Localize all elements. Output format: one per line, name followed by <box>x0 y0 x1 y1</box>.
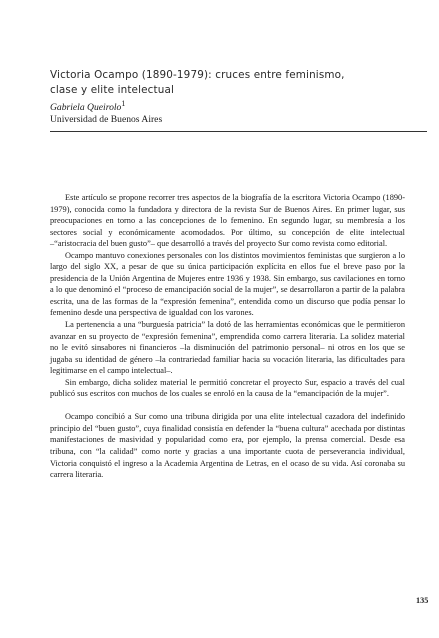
article-body <box>50 192 405 481</box>
author-name: Gabriela Queirolo <box>50 102 122 114</box>
article-header <box>50 68 390 126</box>
article-title-line: Victoria Ocampo (1890-1979): cruces entre feminismo, <box>50 69 345 81</box>
body-paragraph: Este artículo se propone recorrer tres aspectos de la biografía de la escritora Victoria Ocampo (1890-1979), conocida como la fundadora y directora de la revista Sur de Buenos Aires. En primer lugar, sus preocupaciones en torno a las concepciones de lo femenino. En segundo lugar, su membresía a los sectores social y económicamente acomodados. Por último, su concepción de elite intelectual –“aristocracia del buen gusto”– que desarrolló a través del proyecto Sur como revista como editorial. <box>50 193 405 249</box>
author-footnote-marker: 1 <box>121 99 126 108</box>
body-paragraph: La pertenencia a una “burguesía patricia” la dotó de las herramientas económicas que le permitieron avanzar en su proyecto de “expresión femenina”, emprendida como carrera literaria. La solidez material no le evitó sinsabores ni financieros –la disminución del patrimonio personal– ni otros en los que se jugaba su identidad de género –la contrariedad familiar hacia su vocación literaria, las dificultades para legitimarse en el campo intelectual–. <box>50 320 405 376</box>
article-title <box>50 68 390 97</box>
article-title-line: clase y elite intelectual <box>50 83 175 96</box>
body-paragraph: Sin embargo, dicha solidez material le permitió concretar el proyecto Sur, espacio a través del cual publicó sus escritos con muchos de los cuales se enroló en la causa de la “emancipación de la mujer”. <box>50 377 405 399</box>
body-paragraph: Ocampo concibió a Sur como una tribuna dirigida por una elite intelectual cazadora del indefinido principio del “buen gusto”, cuya finalidad consistía en defender la “buena cultura” acechada por distintas manifestaciones de masividad y popularidad como era, por ejemplo, la prensa comercial. Desde esa tribuna, con “la calidad” como norte y gracias a una importante cuota de perseverancia individual, Victoria conquistó el ingreso a la Academia Argentina de Letras, en el ocaso de su vida. Así coronaba su carrera literaria. <box>50 412 405 480</box>
page-number: 135 <box>416 596 429 605</box>
author-affiliation: Universidad de Buenos Aires <box>50 113 163 125</box>
header-divider <box>50 131 427 132</box>
author-line <box>50 98 390 114</box>
body-paragraph: Ocampo mantuvo conexiones personales con los distintos movimientos feministas que surgieron a lo largo del siglo XX, a pesar de que su única participación explícita en ellos fue el breve paso por la presidencia de la Unión Argentina de Mujeres entre 1936 y 1938. Sin embargo, sus cavilaciones en torno a lo que denominó el “proceso de emancipación social de la mujer”, se desarrollaron a partir de la palabra escrita, una de las formas de la “expresión femenina”, entendida como un discurso que podía pensar lo femenino desde una perspectiva de igualdad con los varones. <box>50 250 405 318</box>
